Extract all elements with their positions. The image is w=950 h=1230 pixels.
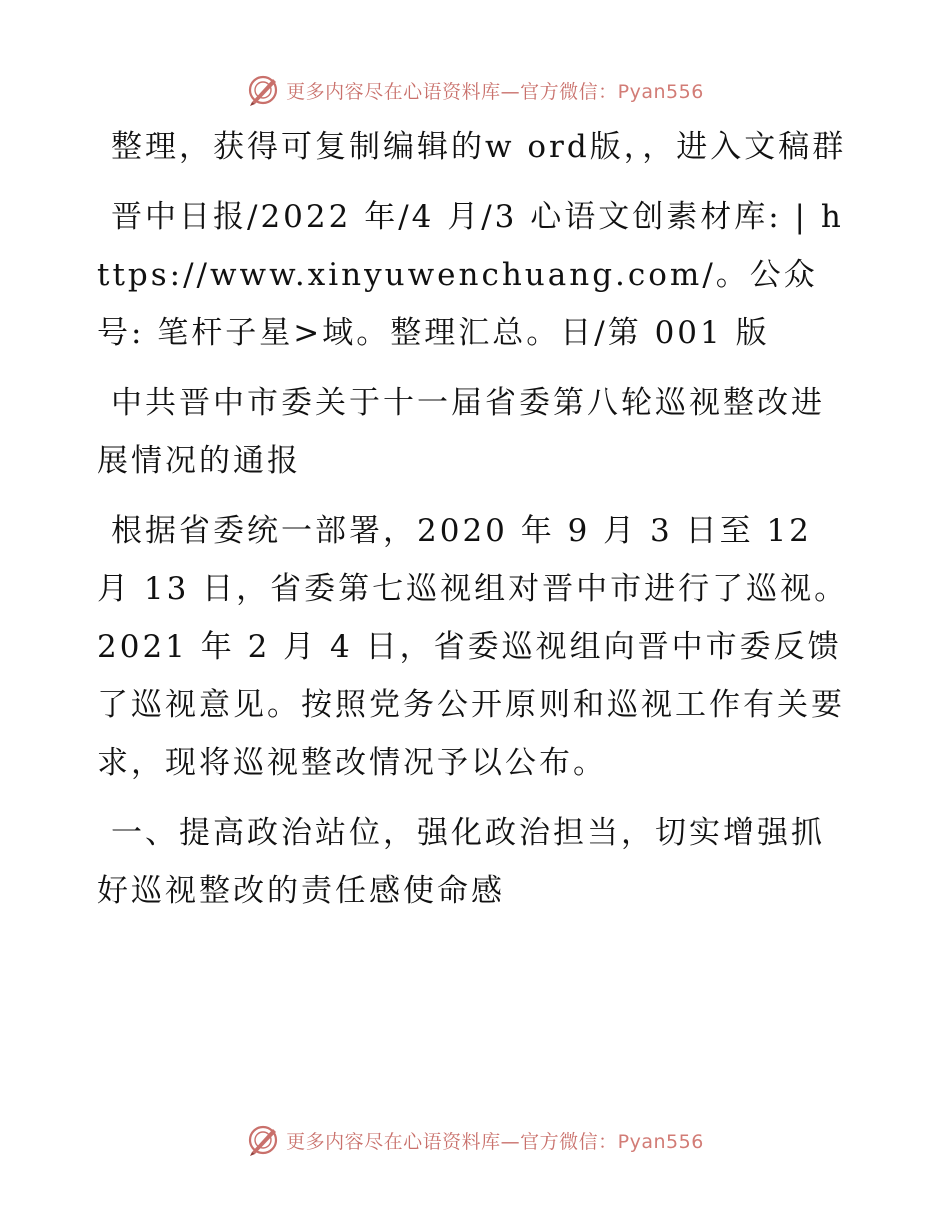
watermark-text: 更多内容尽在心语资料库—官方微信：Pyan556 (286, 1130, 704, 1153)
document-body (97, 118, 857, 932)
body-paragraph: 根据省委统一部署，2020 年 9 月 3 日至 12 月 13 日，省委第七巡视组对晋中市进行了巡视。2021 年 2 月 4 日，省委巡视组向晋中市委反馈了巡视意见。按照党务公开原则和巡视工作有关要求，现将巡视整改情况予以公布。 (97, 513, 849, 781)
wechat-handle: Pyan556 (617, 1130, 704, 1153)
pen-logo-icon (246, 1123, 280, 1157)
section-heading: 一、提高政治站位，强化政治担当，切实增强抓好巡视整改的责任感使命感 (97, 815, 825, 909)
source-paragraph: 晋中日报/2022 年/4 月/3 心语文创素材库: | https://www.xinyuwenchuang.com/。公众号: 笔杆子星>域。整理汇总。日/第 001 版 (97, 199, 844, 351)
wechat-handle: Pyan556 (617, 80, 704, 103)
article-title: 中共晋中市委关于十一届省委第八轮巡视整改进展情况的通报 (97, 385, 825, 479)
footer-watermark-banner (0, 1120, 950, 1160)
header-watermark-banner (0, 70, 950, 110)
watermark-text: 更多内容尽在心语资料库—官方微信：Pyan556 (286, 80, 704, 103)
intro-paragraph: 整理，获得可复制编辑的w ord版，，进入文稿群 (111, 129, 847, 165)
pen-logo-icon (246, 73, 280, 107)
